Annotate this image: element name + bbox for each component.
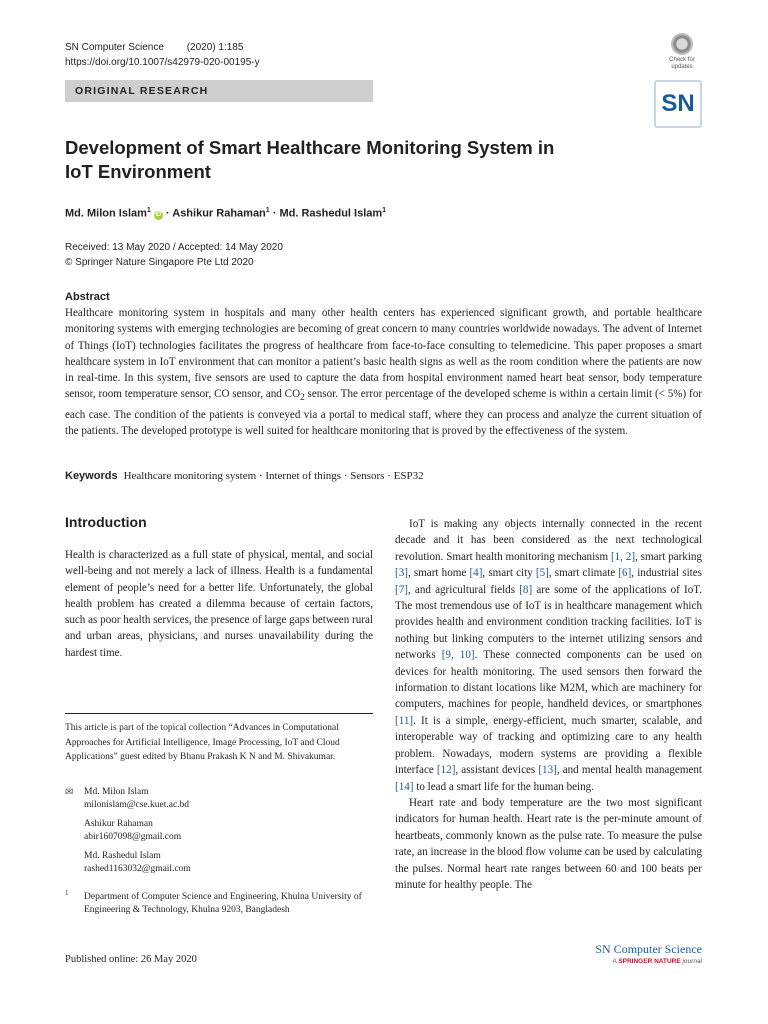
body-text: , assistant devices	[455, 764, 539, 777]
section-heading-introduction: Introduction	[65, 514, 147, 530]
doi-link[interactable]: https://doi.org/10.1007/s42979-020-00195-y	[65, 57, 260, 68]
left-column	[65, 547, 373, 661]
contact-email[interactable]: milonislam@cse.kuet.ac.bd	[84, 800, 190, 810]
abstract-text	[65, 305, 702, 440]
copyright-line: © Springer Nature Singapore Pte Ltd 2020	[65, 257, 254, 268]
brand-prefix: A	[612, 958, 617, 965]
affiliation-number: 1	[65, 889, 69, 897]
intro-paragraph: Heart rate and body temperature are the two most significant indicators for human health. Heart rate is the per-minute amount of heartbeats, commonly known as the pulse rate. To measure the pulse rate, an increase in the blood flow volume can be used by calculating the pulses. Normal heart rate ranges between 60 and 100 beats per minute for healthy people. The	[395, 796, 702, 891]
contact-block	[84, 850, 374, 876]
journal-name: SN Computer Science	[65, 42, 164, 53]
check-updates-label: Check for updates	[669, 57, 695, 70]
brand-suffix: journal	[682, 958, 702, 965]
footer-journal-name: SN Computer Science	[595, 942, 702, 956]
reference-link[interactable]: [7]	[395, 583, 408, 596]
author-separator: ·	[162, 207, 173, 220]
corresponding-contacts	[84, 786, 374, 882]
body-text: , smart parking	[635, 550, 702, 563]
check-updates-icon	[671, 33, 693, 55]
reference-link[interactable]: [14]	[395, 780, 414, 793]
reference-link[interactable]: [5]	[535, 567, 549, 580]
orcid-icon[interactable]: iD	[155, 211, 162, 218]
body-text: , smart city	[482, 567, 536, 580]
paper-title: Development of Smart Healthcare Monitoring System in IoT Environment	[65, 137, 555, 182]
author-affiliation-mark: 1	[382, 207, 387, 214]
right-column	[395, 516, 702, 893]
footer-publisher-brand	[613, 958, 702, 965]
reference-link[interactable]: [6]	[618, 567, 632, 580]
abstract-text-part: Healthcare monitoring system in hospitals and many other health centers has experienced significant growth, and portable healthcare monitoring systems with emerging technologies are becoming of great concern to many countries worldwide nowadays. The advent of Internet of Things (IoT) technologies facilitates the progress of healthcare from face-to-face consulting to telemedicine. This paper proposes a smart healthcare system in IoT environment that can monitor a patient’s basic health signs as well as the room condition where the patients are now in real-time. In this system, five sensors are used to capture the data from hospital environment named heart beat sensor, body temperature sensor, room temperature sensor, CO sensor, and CO	[65, 307, 702, 401]
reference-link[interactable]: [13]	[538, 764, 557, 777]
keywords-line	[65, 468, 702, 484]
contact-block	[84, 786, 374, 812]
check-for-updates-badge[interactable]	[664, 33, 700, 71]
envelope-icon: ✉	[65, 787, 74, 798]
body-text: , and agricultural fields	[407, 583, 520, 596]
reference-link[interactable]: [3]	[395, 567, 408, 580]
abstract-text-part: sensor. The error percentage of the developed scheme is within a certain limit (< 5%) for each case. The condition of the patients is conveyed via a portal to medical staff, where they can process and analyze the current situation of the patients. The developed prototype is well suited for healthcare monitoring that is proved by the effectiveness of the system.	[65, 388, 702, 438]
journal-citation-line	[65, 40, 243, 55]
body-text: , and mental health management	[556, 764, 703, 777]
author-separator: ·	[269, 207, 280, 220]
author-name[interactable]: Md. Milon Islam	[65, 207, 147, 220]
reference-link[interactable]: [11]	[395, 714, 414, 727]
contact-block	[84, 818, 374, 844]
reference-link[interactable]: [12]	[436, 764, 456, 777]
body-text: , industrial sites	[631, 567, 702, 580]
collection-note: This article is part of the topical collection “Advances in Computational Approaches for Artificial Intelligence, Image Processing, IoT and Cloud Applications” guest edited by Bhanu Prakash K N and M. Shivakumar.	[65, 723, 340, 763]
published-online-date: Published online: 26 May 2020	[65, 954, 197, 965]
publisher-logo: SN	[654, 80, 702, 128]
author-list	[65, 203, 386, 222]
author-name[interactable]: Md. Rashedul Islam	[279, 207, 383, 220]
contact-name: Ashikur Rahaman	[84, 819, 153, 829]
contact-name: Md. Rashedul Islam	[84, 851, 161, 861]
body-text: are some of the applications of IoT. The most tremendous use of IoT is in healthcare management which provides health and environment condition tracking facilities. IoT is nothing but linking computers to the internet utilizing sensors and networks	[395, 583, 702, 662]
contact-name: Md. Milon Islam	[84, 787, 149, 797]
contact-email[interactable]: abir1607098@gmail.com	[84, 832, 182, 842]
subscript: 2	[300, 393, 305, 404]
body-text: IoT is making any objects internally connected in the recent decade and it has been considered as the next technological revolution. Smart health monitoring mechanism	[395, 518, 702, 563]
body-text: . These connected components can be used on devices for health monitoring. The used sensors then forward the information to distant locations like M2M, which are machinery for computers, machines for people, handheld devices, or smartphones	[395, 649, 702, 711]
brand-name: SPRINGER NATURE	[618, 958, 681, 965]
affiliation: Department of Computer Science and Engineering, Khulna University of Engineering & Technology, Khulna 9203, Bangladesh	[84, 892, 362, 915]
body-text: , smart climate	[548, 567, 619, 580]
footnote-divider	[65, 713, 373, 714]
article-type-banner: ORIGINAL RESEARCH	[65, 80, 373, 102]
abstract-heading: Abstract	[65, 291, 110, 303]
keywords-text: Healthcare monitoring system · Internet of things · Sensors · ESP32	[123, 470, 424, 482]
reference-link[interactable]: [1, 2]	[610, 550, 636, 563]
intro-paragraph: Health is characterized as a full state of physical, mental, and social well-being and not merely a lack of illness. Health is a fundamental element of people’s need for a better life. Unfortunately, the global health problem has created a dilemma because of certain factors, such as poor health services, the presence of large gaps between rural and urban areas, physicians, and nurses unavailability during the hardest time.	[65, 549, 373, 659]
contact-email[interactable]: rashed1163032@gmail.com	[84, 864, 191, 874]
author-name[interactable]: Ashikur Rahaman	[172, 207, 266, 220]
reference-link[interactable]: [4]	[469, 567, 483, 580]
author-affiliation-mark: 1	[265, 207, 270, 214]
reference-link[interactable]: [9, 10]	[441, 649, 475, 662]
author-affiliation-mark: 1	[146, 207, 151, 214]
intro-paragraph	[395, 516, 702, 795]
received-accepted-dates: Received: 13 May 2020 / Accepted: 14 May 2020	[65, 242, 283, 253]
body-text: to lead a smart life for the human being.	[413, 780, 595, 793]
citation: (2020) 1:185	[186, 42, 244, 53]
reference-link[interactable]: [8]	[519, 583, 533, 596]
body-text: , smart home	[407, 567, 470, 580]
article-dates	[65, 240, 283, 270]
keywords-label: Keywords	[65, 470, 118, 482]
body-text: . It is a simple, energy-efficient, much smarter, scalable, and interoperable way of tracking and optimizing care to any health problem. Nowadays, modern systems are providing a flexible interface	[395, 714, 702, 777]
